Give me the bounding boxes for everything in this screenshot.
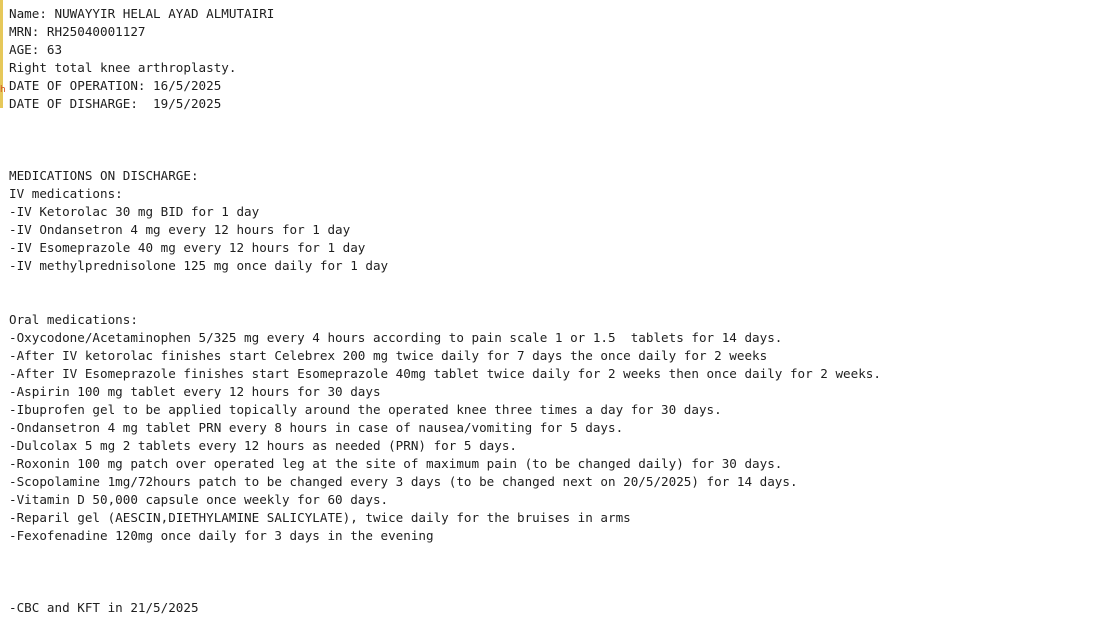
iv-medications-heading: IV medications: bbox=[9, 186, 123, 201]
oral-medication-item: -Fexofenadine 120mg once daily for 3 days in the evening bbox=[9, 528, 434, 543]
oral-medication-item: -Oxycodone/Acetaminophen 5/325 mg every 4 hours according to pain scale 1 or 1.5 tablets for 14 days. bbox=[9, 330, 783, 345]
oral-medication-item: -After IV Esomeprazole finishes start Esomeprazole 40mg tablet twice daily for 2 weeks then once daily for 2 weeks. bbox=[9, 366, 881, 381]
iv-medication-item: -IV Ondansetron 4 mg every 12 hours for 1 day bbox=[9, 222, 351, 237]
patient-age-line: AGE: 63 bbox=[9, 42, 63, 57]
oral-medication-item: -Ondansetron 4 mg tablet PRN every 8 hours in case of nausea/vomiting for 5 days. bbox=[9, 420, 624, 435]
oral-medication-item: -Vitamin D 50,000 capsule once weekly for 60 days. bbox=[9, 492, 389, 507]
oral-medication-item: -Aspirin 100 mg tablet every 12 hours for 30 days bbox=[9, 384, 381, 399]
oral-medication-item: -Ibuprofen gel to be applied topically around the operated knee three times a day for 30 days. bbox=[9, 402, 722, 417]
oral-medication-item: -Dulcolax 5 mg 2 tablets every 12 hours as needed (PRN) for 5 days. bbox=[9, 438, 517, 453]
followup-labs-line: -CBC and KFT in 21/5/2025 bbox=[9, 600, 199, 615]
oral-medications-heading: Oral medications: bbox=[9, 312, 138, 327]
gutter-marker-icon: h bbox=[0, 85, 6, 95]
oral-medication-item: -Reparil gel (AESCIN,DIETHYLAMINE SALICYLATE), twice daily for the bruises in arms bbox=[9, 510, 631, 525]
iv-medication-item: -IV Esomeprazole 40 mg every 12 hours for 1 day bbox=[9, 240, 366, 255]
oral-medication-item: -Scopolamine 1mg/72hours patch to be changed every 3 days (to be changed next on 20/5/2025) for 14 days. bbox=[9, 474, 798, 489]
date-of-discharge-line: DATE OF DISHARGE: 19/5/2025 bbox=[9, 96, 222, 111]
patient-mrn-line: MRN: RH25040001127 bbox=[9, 24, 146, 39]
iv-medication-item: -IV Ketorolac 30 mg BID for 1 day bbox=[9, 204, 260, 219]
patient-name-line: Name: NUWAYYIR HELAL AYAD ALMUTAIRI bbox=[9, 6, 275, 21]
oral-medication-item: -Roxonin 100 mg patch over operated leg at the site of maximum pain (to be changed daily) for 30 days. bbox=[9, 456, 783, 471]
oral-medication-item: -After IV ketorolac finishes start Celebrex 200 mg twice daily for 7 days the once daily for 2 weeks bbox=[9, 348, 768, 363]
date-of-operation-line: DATE OF OPERATION: 16/5/2025 bbox=[9, 78, 222, 93]
medications-heading: MEDICATIONS ON DISCHARGE: bbox=[9, 168, 199, 183]
procedure-line: Right total knee arthroplasty. bbox=[9, 60, 237, 75]
iv-medication-item: -IV methylprednisolone 125 mg once daily for 1 day bbox=[9, 258, 389, 273]
